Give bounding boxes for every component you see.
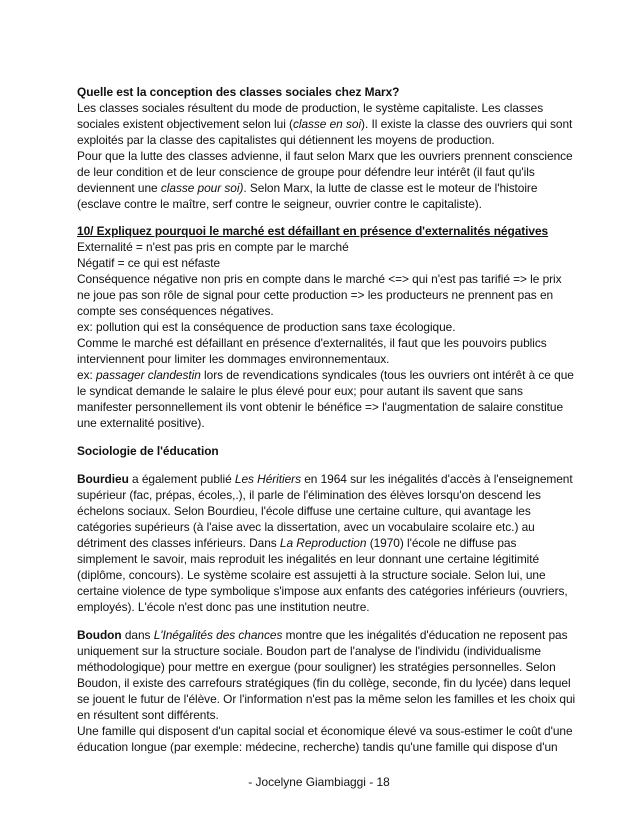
- text-line: éducation longue (par exemple: médecine, recherche) tandis qu'une famille qui dispose d'un: [77, 740, 558, 754]
- text-line: Externalité = n'est pas pris en compte par le marché: [77, 240, 349, 254]
- education-sociology-heading: Sociologie de l'éducation: [77, 444, 219, 458]
- text-line: compte ses conséquences négatives.: [77, 304, 274, 318]
- marx-question-heading: Quelle est la conception des classes sociales chez Marx?: [77, 85, 400, 99]
- text-line: méthodologique) pour mettre en exergue (pour souligner) les stratégies personnelles. Selon: [77, 660, 556, 674]
- text-line: détriment des classes inférieurs. Dans La Reproduction (1970) l'école ne diffuse pas: [77, 536, 517, 550]
- text-line: Bourdieu a également publié Les Héritiers en 1964 sur les inégalités d'accès à l'enseignement: [77, 472, 573, 486]
- text-line: en résultent sont différents.: [77, 708, 219, 722]
- text-line: Les classes sociales résultent du mode de production, le système capitaliste. Les classes: [77, 101, 544, 115]
- text-line: certaine violence de type symbolique s'impose aux enfants des catégories inférieurs (ouvriers,: [77, 584, 568, 598]
- text-line: ex: passager clandestin lors de revendications syndicales (tous les ouvriers ont intérêt à ce que: [77, 368, 574, 382]
- text-line: Conséquence négative non pris en compte dans le marché <=> qui n'est pas tarifié => le prix: [77, 272, 562, 286]
- text-line: simplement le savoir, mais reproduit les inégalités en leur donnant une certaine légitimité: [77, 552, 540, 566]
- page-footer: - Jocelyne Giambiaggi - 18: [248, 775, 390, 789]
- externalities-question-heading: 10/ Expliquez pourquoi le marché est défaillant en présence d'externalités négatives: [77, 224, 549, 238]
- text-line: (diplôme, concours). Le système scolaire est assujetti à la structure sociale. Selon lui, une: [77, 568, 546, 582]
- text-line: interviennent pour limiter les dommages environnementaux.: [77, 352, 390, 366]
- italic-term: classe pour soi): [160, 181, 244, 195]
- text-line: catégories supérieurs (à l'aise avec la dissertation, avec un vocabulaire scolaire etc.) au: [77, 520, 535, 534]
- text-line: uniquement sur la structure sociale. Boudon part de l'analyse de l'individu (individualisme: [77, 644, 541, 658]
- book-title: La Reproduction: [279, 536, 367, 550]
- text-line: Boudon dans L'Inégalités des chances montre que les inégalités d'éducation ne reposent pas: [77, 628, 568, 642]
- text-line: Pour que la lutte des classes advienne, il faut selon Marx que les ouvriers prennent conscience: [77, 149, 573, 163]
- text-line: deviennent une classe pour soi). Selon Marx, la lutte de classe est le moteur de l'histoire: [77, 181, 538, 195]
- text-line: le syndicat demande le salaire le plus élevé pour eux; pour autant ils savent que sans: [77, 384, 523, 398]
- italic-term: classe en soi: [292, 117, 362, 131]
- italic-term: passager clandestin: [95, 368, 201, 382]
- text-line: ex: pollution qui est la conséquence de production sans taxe écologique.: [77, 320, 456, 334]
- book-title: Les Héritiers: [234, 472, 301, 486]
- text-line: Une famille qui disposent d'un capital social et économique élevé va sous-estimer le coût d'une: [77, 724, 573, 738]
- text-line: manifester personnellement ils vont obtenir le bénéfice => l'augmentation de salaire constitue: [77, 400, 564, 414]
- text-line: exploités par la classe des capitalistes qui détiennent les moyens de production.: [77, 133, 495, 147]
- text-line: Comme le marché est défaillant en présence d'externalités, il faut que les pouvoirs publics: [77, 336, 547, 350]
- text-line: (esclave contre le maître, serf contre le seigneur, ouvrier contre le capitaliste).: [77, 197, 482, 211]
- book-title: L'Inégalités des chances: [153, 628, 283, 642]
- text-line: une externalité positive).: [77, 416, 205, 430]
- author-name: Bourdieu: [77, 472, 129, 486]
- text-line: se jouent le futur de l'élève. Or l'information n'est pas la même selon les familles et les choix qui: [77, 692, 576, 706]
- text-line: Boudon, il existe des carrefours stratégiques (fin du collège, seconde, fin du lycée) dans lequel: [77, 676, 571, 690]
- text-line: de leur condition et de leur conscience de groupe pour défendre leur intérêt (il faut qu'ils: [77, 165, 535, 179]
- author-name: Boudon: [77, 628, 122, 642]
- document-page: [77, 84, 576, 755]
- text-line: ne joue pas son rôle de signal pour cette production => les producteurs ne prennent pas en: [77, 288, 554, 302]
- text-line: sociales existent objectivement selon lui (classe en soi). Il existe la classe des ouvriers qui sont: [77, 117, 573, 131]
- text-line: échelons sociaux. Selon Bourdieu, l'école diffuse une certaine culture, qui avantage les: [77, 504, 531, 518]
- text-line: Négatif = ce qui est néfaste: [77, 256, 221, 270]
- text-line: supérieur (fac, prépas, écoles,.), il parle de l'élimination des élèves lorsqu'on descend les: [77, 488, 541, 502]
- text-line: employés). L'école n'est donc pas une institution neutre.: [77, 600, 370, 614]
